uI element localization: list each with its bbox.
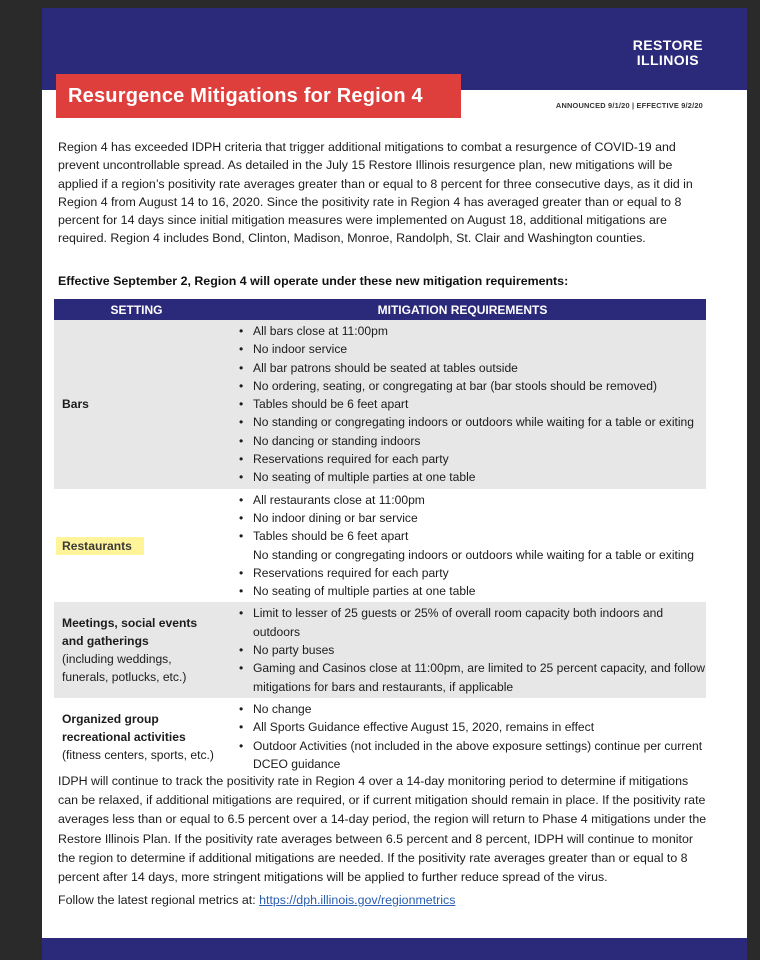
brand-line-1: RESTORE (632, 37, 703, 53)
requirements-cell (219, 698, 706, 775)
brand-line-2: ILLINOIS (636, 52, 700, 68)
table-row-recreation (54, 698, 706, 775)
column-header-requirements: MITIGATION REQUIREMENTS (219, 299, 706, 320)
requirement-item: • No seating of multiple parties at one table (239, 582, 706, 600)
outro-paragraph: IDPH will continue to track the positivity rate in Region 4 over a 14-day monitoring period to determine if mitigations can be relaxed, if additional mitigations are required, or if current mitigation should remain in place. If the positivity rate averages less than or equal to 6.5 percent over a 14-day period, the region will return to Phase 4 mitigations under the Restore Illinois Plan. If the positivity rate averages between 6.5 percent and 8 percent, IDPH will continue to monitor the region to determine if additional mitigations are needed. If the positivity rate averages greater than or equal to 8 percent after 14 days, more stringent mitigations will be applied to further reduce spread of the virus. (58, 774, 707, 885)
setting-cell (54, 489, 219, 603)
setting-sublabel: (fitness centers, sports, etc.) (62, 747, 214, 762)
setting-cell (54, 320, 219, 489)
page-title: Resurgence Mitigations for Region 4 (56, 74, 461, 118)
requirement-item: • Tables should be 6 feet apart (239, 527, 706, 545)
requirement-item: • No indoor dining or bar service (239, 509, 706, 527)
table-row-meetings (54, 602, 706, 697)
setting-label: Organized group recreational activities (62, 711, 186, 744)
requirement-item: • Reservations required for each party (239, 450, 706, 468)
effective-heading: Effective September 2, Region 4 will operate under these new mitigation requirements: (58, 274, 569, 288)
announced-date: ANNOUNCED 9/1/20 | EFFECTIVE 9/2/20 (555, 101, 703, 110)
requirement-item: • All bars close at 11:00pm (239, 322, 706, 340)
requirement-item: • No change (239, 700, 706, 718)
region-metrics-link[interactable]: https://dph.illinois.gov/regionmetrics (259, 893, 456, 907)
requirements-cell (219, 320, 706, 489)
setting-cell (54, 698, 219, 775)
requirement-item: • No standing or congregating indoors or outdoors while waiting for a table or exiting (239, 413, 706, 431)
footer-band (42, 938, 747, 960)
requirement-item: • Gaming and Casinos close at 11:00pm, are limited to 25 percent capacity, and follow mitigations for bars and restaurants, if applicable (239, 659, 706, 696)
intro-paragraph: Region 4 has exceeded IDPH criteria that trigger additional mitigations to combat a resurgence of COVID-19 and prevent uncontrollable spread. As detailed in the July 15 Restore Illinois resurgence plan, new mitigations will be applied if a region’s positivity rate averages greater than or equal to 8 percent for three consecutive days, as it did in Region 4 from August 14 to 16, 2020. Since the positivity rate in Region 4 has averaged greater than or equal to 8 percent for 14 days since initial mitigation measures were implemented on August 18, additional mitigations are required. Region 4 includes Bond, Clinton, Madison, Monroe, Randolph, St. Clair and Washington counties. (58, 140, 693, 246)
restore-illinois-logo (633, 38, 703, 68)
requirement-item: • Reservations required for each party (239, 564, 706, 582)
follow-text: Follow the latest regional metrics at: (58, 893, 256, 907)
setting-sublabel: (including weddings, funerals, potlucks, etc.) (62, 652, 187, 685)
requirement-item: • No party buses (239, 641, 706, 659)
requirement-item: • No dancing or standing indoors (239, 432, 706, 450)
setting-label: Meetings, social events and gatherings (62, 616, 198, 649)
mitigation-table (54, 299, 706, 775)
document-page (42, 8, 747, 960)
requirement-item: • No indoor service (239, 340, 706, 358)
requirement-item: • Limit to lesser of 25 guests or 25% of overall room capacity both indoors and outdoors (239, 604, 706, 641)
requirement-item: • No ordering, seating, or congregating at bar (bar stools should be removed) (239, 377, 706, 395)
requirement-item: • All restaurants close at 11:00pm (239, 491, 706, 509)
requirements-cell (219, 602, 706, 697)
column-header-setting: SETTING (54, 299, 219, 320)
requirement-item: • All Sports Guidance effective August 15, 2020, remains in effect (239, 718, 706, 736)
requirement-item: No standing or congregating indoors or outdoors while waiting for a table or exiting (253, 547, 695, 562)
requirement-item: • All bar patrons should be seated at tables outside (239, 359, 706, 377)
requirement-item: • Tables should be 6 feet apart (239, 395, 706, 413)
follow-line (58, 893, 455, 907)
setting-label: Bars (62, 397, 89, 412)
table-row-bars (54, 320, 706, 489)
requirement-item: • Outdoor Activities (not included in the above exposure settings) continue per current DCEO guidance (239, 737, 706, 774)
setting-cell (54, 602, 219, 697)
highlighted-setting-label: Restaurants (56, 537, 144, 555)
table-row-restaurants (54, 489, 706, 603)
requirements-cell (219, 489, 706, 603)
requirement-item: • No seating of multiple parties at one table (239, 468, 706, 486)
